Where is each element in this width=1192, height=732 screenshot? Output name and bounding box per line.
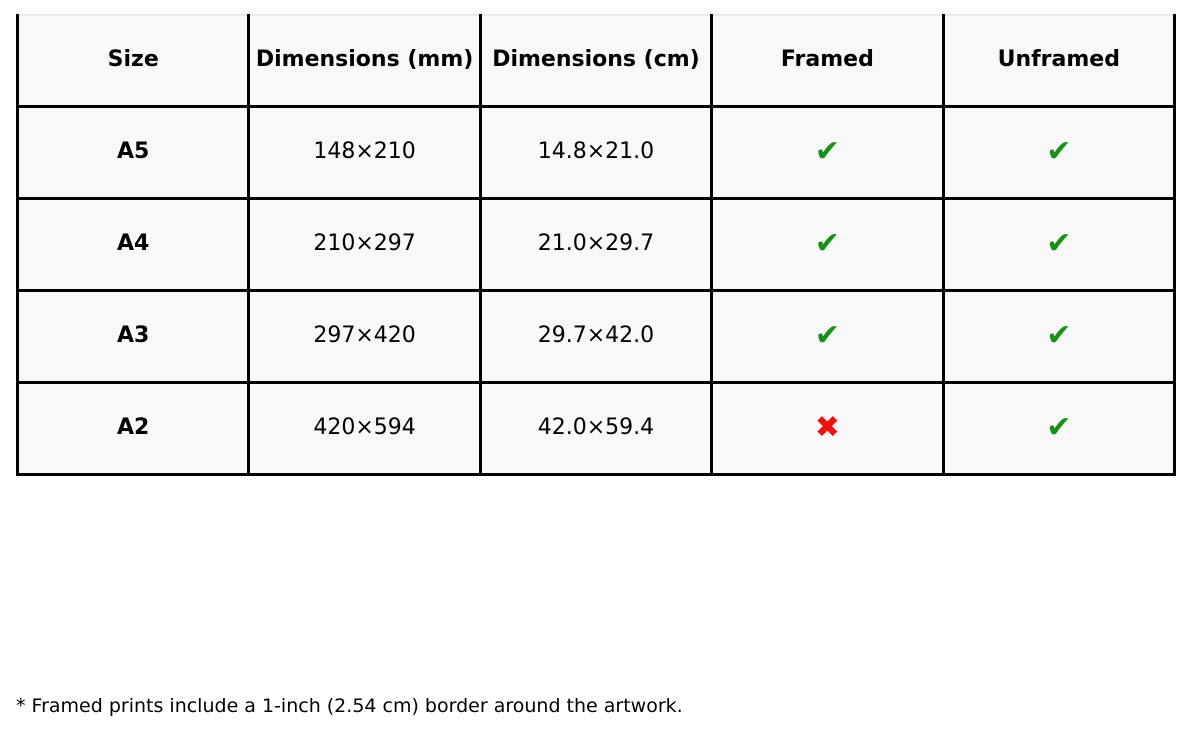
- size-cell: A2: [18, 383, 249, 475]
- table-row-a2: [18, 383, 1175, 475]
- column-header-dimensions-mm: Dimensions (mm): [249, 15, 480, 107]
- check-icon: ✔: [1046, 409, 1072, 445]
- unframed-cell: [943, 383, 1174, 475]
- size-cell: A3: [18, 291, 249, 383]
- size-cell: A4: [18, 199, 249, 291]
- framed-cell: [712, 383, 943, 475]
- check-icon: ✔: [814, 133, 840, 169]
- column-header-size: Size: [18, 15, 249, 107]
- column-header-unframed: Unframed: [943, 15, 1174, 107]
- size-chart-table: [16, 14, 1176, 476]
- cross-icon: ✖: [814, 409, 840, 445]
- size-cell: A5: [18, 107, 249, 199]
- dimensions-cm-cell: 21.0×29.7: [480, 199, 711, 291]
- check-icon: ✔: [1046, 225, 1072, 261]
- unframed-cell: [943, 291, 1174, 383]
- dimensions-cm-cell: 29.7×42.0: [480, 291, 711, 383]
- framed-cell: [712, 199, 943, 291]
- dimensions-mm-cell: 148×210: [249, 107, 480, 199]
- dimensions-mm-cell: 210×297: [249, 199, 480, 291]
- check-icon: ✔: [1046, 133, 1072, 169]
- column-header-framed: Framed: [712, 15, 943, 107]
- unframed-cell: [943, 107, 1174, 199]
- table-row-a5: [18, 107, 1175, 199]
- check-icon: ✔: [814, 317, 840, 353]
- dimensions-cm-cell: 42.0×59.4: [480, 383, 711, 475]
- check-icon: ✔: [1046, 317, 1072, 353]
- check-icon: ✔: [814, 225, 840, 261]
- table-row-a4: [18, 199, 1175, 291]
- footnote-text: * Framed prints include a 1-inch (2.54 cm) border around the artwork.: [16, 695, 683, 717]
- header-row: [18, 15, 1175, 107]
- table-row-a3: [18, 291, 1175, 383]
- column-header-dimensions-cm: Dimensions (cm): [480, 15, 711, 107]
- dimensions-cm-cell: 14.8×21.0: [480, 107, 711, 199]
- framed-cell: [712, 107, 943, 199]
- unframed-cell: [943, 199, 1174, 291]
- dimensions-mm-cell: 297×420: [249, 291, 480, 383]
- framed-cell: [712, 291, 943, 383]
- dimensions-mm-cell: 420×594: [249, 383, 480, 475]
